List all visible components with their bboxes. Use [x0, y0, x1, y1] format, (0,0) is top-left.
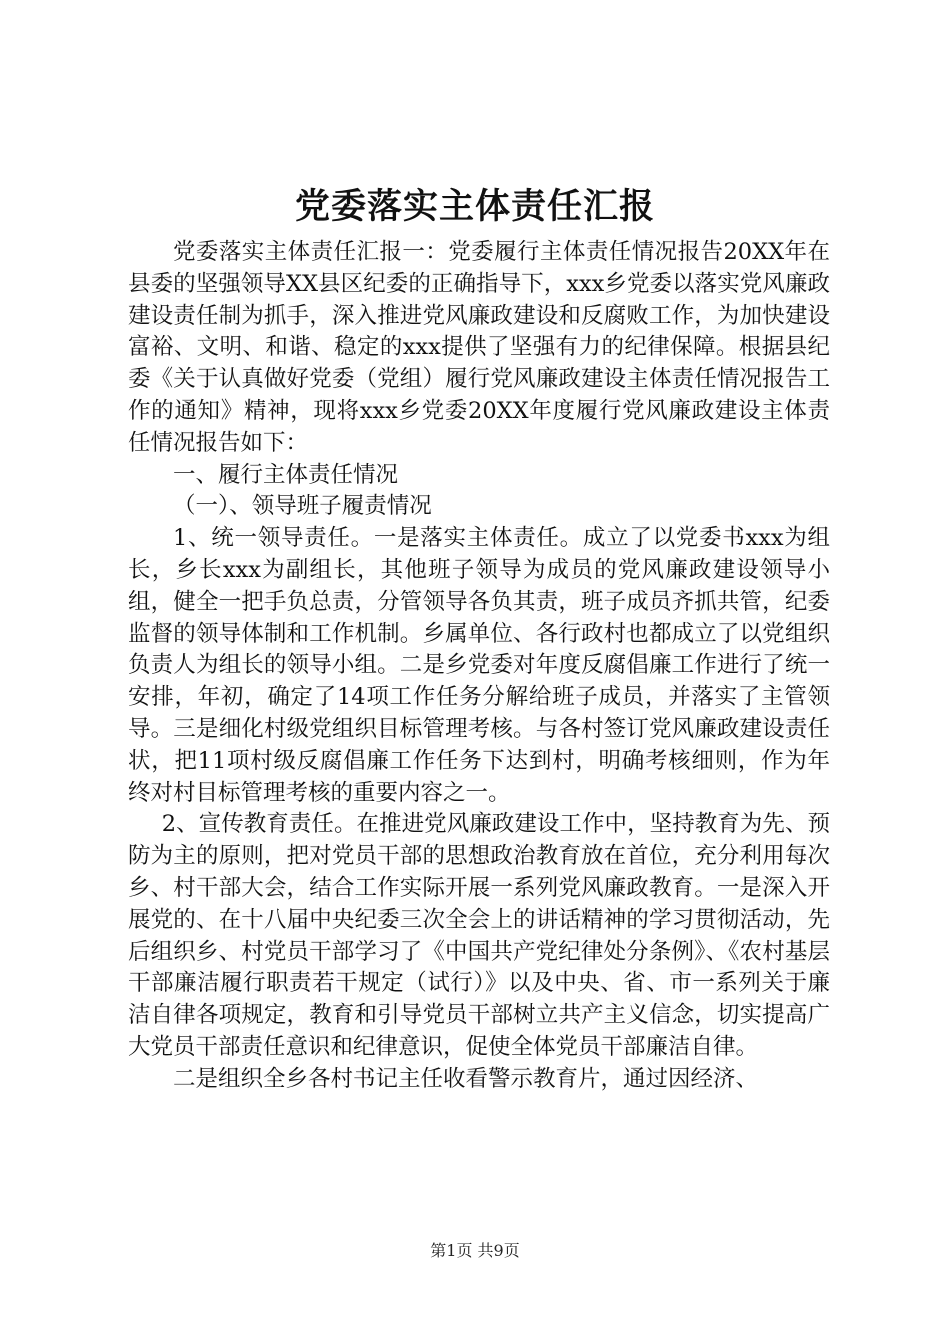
paragraph-warning-education: 二是组织全乡各村书记主任收看警示教育片，通过因经济、	[173, 1065, 759, 1092]
paragraph-education-responsibility: 2、宣传教育责任。在推进党风廉政建设工作中，坚持教育为先、预防为主的原则，把对党员干部的思想政治教育放在首位，充分利用每次乡、村干部大会，结合工作实际开展一系列党风廉政教育。一是深入开展党的、在十八届中央纪委三次全会上的讲话精神的学习贯彻活动，先后组织乡、村党员干部学习了《中国共产党纪律处分条例》、《农村基层干部廉洁履行职责若干规定（试行）》以及中央、省、市一系列关于廉洁自律各项规定，教育和引导党员干部树立共产主义信念，切实提高广大党员干部责任意识和纪律意识，促使全体党员干部廉洁自律。	[128, 811, 830, 1060]
paragraph-intro: 党委落实主体责任汇报一：党委履行主体责任情况报告20XX年在县委的坚强领导XX县区纪委的正确指导下，xxx乡党委以落实党风廉政建设责任制为抓手，深入推进党风廉政建设和反腐败工作，为加快建设富裕、文明、和谐、稳定的xxx提供了坚强有力的纪律保障。根据县纪委《关于认真做好党委（党组）履行党风廉政建设主体责任情况报告工作的通知》精神，现将xxx乡党委20XX年度履行党风廉政建设主体责任情况报告如下：	[128, 239, 830, 456]
heading-subsection-1: （一）、领导班子履责情况	[173, 493, 432, 520]
heading-section-1: 一、履行主体责任情况	[173, 461, 399, 488]
page-number-footer: 第1页 共9页	[430, 1241, 520, 1260]
paragraph-leadership-responsibility: 1、统一领导责任。一是落实主体责任。成立了以党委书xxx为组长，乡长xxx为副组长，其他班子领导为成员的党风廉政建设领导小组，健全一把手负总责，分管领导各负其责，班子成员齐抓共管，纪委监督的领导体制和工作机制。乡属单位、各行政村也都成立了以党组织负责人为组长的领导小组。二是乡党委对年度反腐倡廉工作进行了统一安排，年初，确定了14项工作任务分解给班子成员，并落实了主管领导。三是细化村级党组织目标管理考核。与各村签订党风廉政建设责任状，把11项村级反腐倡廉工作任务下达到村，明确考核细则，作为年终对村目标管理考核的重要内容之一。	[128, 525, 830, 806]
document-body	[128, 237, 830, 1096]
document-title: 党委落实主体责任汇报	[294, 186, 655, 227]
